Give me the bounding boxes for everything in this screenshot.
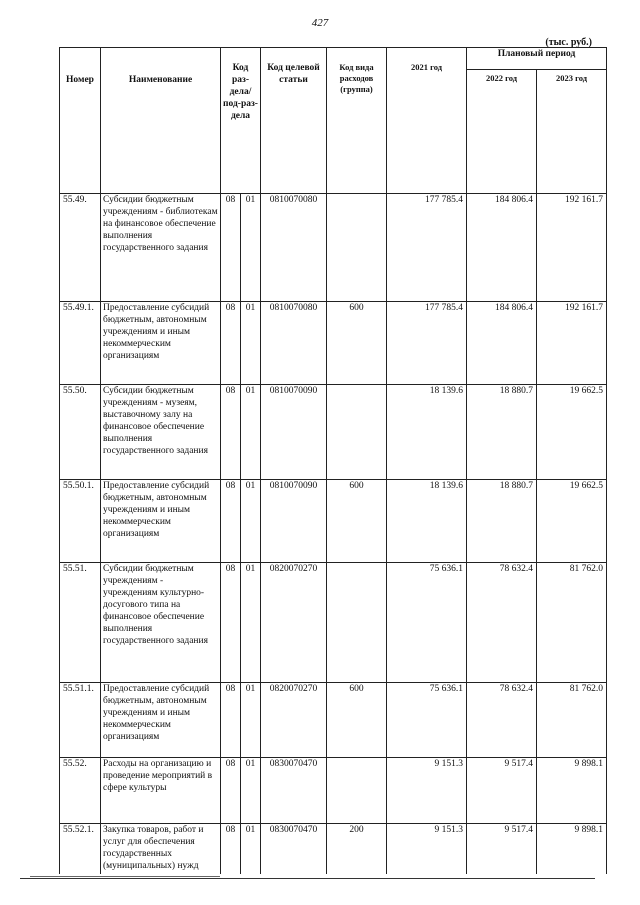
row-name: Предоставление субсидий бюджетным, автономным учреждениям и иным некоммерческим организациям	[101, 683, 221, 758]
row-name: Предоставление субсидий бюджетным, автономным учреждениям и иным некоммерческим организациям	[101, 480, 221, 563]
row-value-2021: 18 139.6	[387, 480, 467, 563]
row-value-2022: 184 806.4	[467, 194, 537, 302]
row-value-2022: 78 632.4	[467, 683, 537, 758]
row-name: Субсидии бюджетным учреждениям - библиотекам на финансовое обеспечение выполнения государственного задания	[101, 194, 221, 302]
row-value-2021: 75 636.1	[387, 563, 467, 683]
row-subsection: 01	[241, 824, 261, 874]
row-name: Субсидии бюджетным учреждениям - учреждениям культурно-досугового типа на финансовое обеспечение выполнения государственного задания	[101, 563, 221, 683]
row-number: 55.50.	[60, 385, 101, 480]
row-number: 55.51.1.	[60, 683, 101, 758]
row-section: 08	[221, 385, 241, 480]
row-value-2023: 19 662.5	[537, 385, 607, 480]
row-value-2022: 184 806.4	[467, 302, 537, 385]
row-value-2021: 177 785.4	[387, 194, 467, 302]
row-target-code: 0820070270	[261, 683, 327, 758]
row-value-2022: 18 880.7	[467, 385, 537, 480]
row-value-2023: 9 898.1	[537, 824, 607, 874]
units-label: (тыс. руб.)	[545, 37, 592, 48]
row-value-2022: 18 880.7	[467, 480, 537, 563]
row-target-code: 0830070470	[261, 824, 327, 874]
row-subsection: 01	[241, 758, 261, 824]
row-value-2023: 19 662.5	[537, 480, 607, 563]
row-value-2021: 75 636.1	[387, 683, 467, 758]
row-expense-code	[327, 563, 387, 683]
row-expense-code: 600	[327, 480, 387, 563]
row-subsection: 01	[241, 480, 261, 563]
row-value-2022: 9 517.4	[467, 824, 537, 874]
footer-rule	[20, 878, 595, 879]
row-expense-code	[327, 758, 387, 824]
row-number: 55.49.1.	[60, 302, 101, 385]
row-value-2021: 18 139.6	[387, 385, 467, 480]
row-expense-code: 200	[327, 824, 387, 874]
row-target-code: 0810070090	[261, 385, 327, 480]
row-value-2023: 81 762.0	[537, 683, 607, 758]
header-number: Номер	[60, 48, 101, 194]
row-target-code: 0820070270	[261, 563, 327, 683]
table-body	[60, 194, 607, 874]
row-subsection: 01	[241, 683, 261, 758]
row-subsection: 01	[241, 385, 261, 480]
row-value-2023: 192 161.7	[537, 302, 607, 385]
header-section: Код раз-дела/ под-раз-дела	[221, 48, 261, 194]
row-value-2023: 9 898.1	[537, 758, 607, 824]
row-number: 55.50.1.	[60, 480, 101, 563]
row-number: 55.51.	[60, 563, 101, 683]
table-row	[60, 758, 607, 824]
header-2023: 2023 год	[537, 69, 607, 193]
row-section: 08	[221, 302, 241, 385]
table-row	[60, 194, 607, 302]
table-row	[60, 385, 607, 480]
row-name: Закупка товаров, работ и услуг для обеспечения государственных (муниципальных) нужд	[101, 824, 221, 874]
header-name: Наименование	[101, 48, 221, 194]
row-subsection: 01	[241, 194, 261, 302]
row-expense-code: 600	[327, 302, 387, 385]
row-section: 08	[221, 758, 241, 824]
row-number: 55.52.1.	[60, 824, 101, 874]
row-name: Расходы на организацию и проведение мероприятий в сфере культуры	[101, 758, 221, 824]
row-target-code: 0830070470	[261, 758, 327, 824]
header-target: Код целевой статьи	[261, 48, 327, 194]
row-value-2023: 192 161.7	[537, 194, 607, 302]
table-row	[60, 683, 607, 758]
row-section: 08	[221, 563, 241, 683]
row-expense-code	[327, 194, 387, 302]
header-2022: 2022 год	[467, 69, 537, 193]
row-value-2022: 9 517.4	[467, 758, 537, 824]
table-row	[60, 824, 607, 874]
row-name: Предоставление субсидий бюджетным, автономным учреждениям и иным некоммерческим организациям	[101, 302, 221, 385]
table-row	[60, 302, 607, 385]
row-expense-code	[327, 385, 387, 480]
table-row	[60, 480, 607, 563]
row-value-2023: 81 762.0	[537, 563, 607, 683]
row-value-2022: 78 632.4	[467, 563, 537, 683]
row-value-2021: 9 151.3	[387, 824, 467, 874]
budget-table	[59, 47, 607, 874]
page-number: 427	[311, 17, 329, 29]
header-2021: 2021 год	[387, 48, 467, 194]
header-expense: Код вида расходов (группа)	[327, 48, 387, 194]
row-number: 55.52.	[60, 758, 101, 824]
table-row	[60, 563, 607, 683]
table-header	[60, 48, 607, 194]
row-subsection: 01	[241, 563, 261, 683]
row-section: 08	[221, 824, 241, 874]
row-name: Субсидии бюджетным учреждениям - музеям, выставочному залу на финансовое обеспечение выполнения государственного задания	[101, 385, 221, 480]
row-target-code: 0810070080	[261, 302, 327, 385]
row-target-code: 0810070090	[261, 480, 327, 563]
row-section: 08	[221, 480, 241, 563]
row-subsection: 01	[241, 302, 261, 385]
row-value-2021: 177 785.4	[387, 302, 467, 385]
row-section: 08	[221, 194, 241, 302]
row-number: 55.49.	[60, 194, 101, 302]
row-target-code: 0810070080	[261, 194, 327, 302]
row-section: 08	[221, 683, 241, 758]
header-plan-period: Плановый период	[467, 48, 607, 70]
row-expense-code: 600	[327, 683, 387, 758]
row-value-2021: 9 151.3	[387, 758, 467, 824]
footer-rule	[30, 876, 220, 877]
